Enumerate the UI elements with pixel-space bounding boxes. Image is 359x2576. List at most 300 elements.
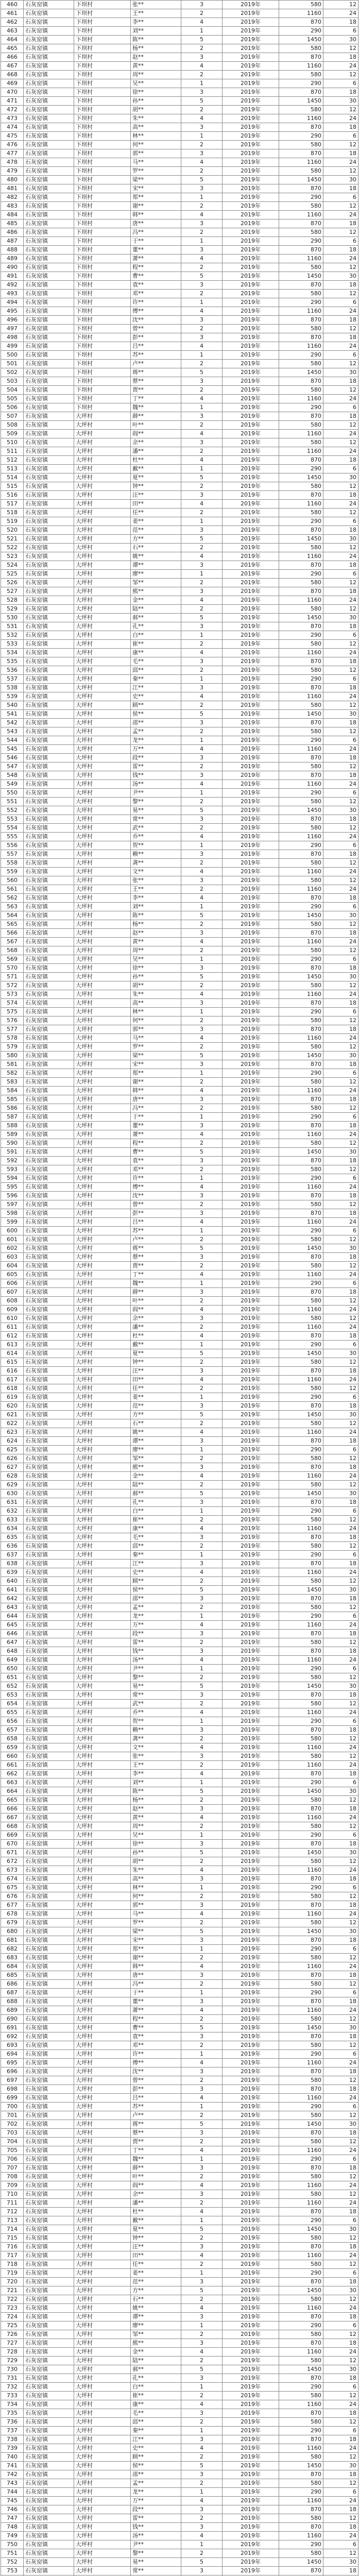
name-cell: 萧** [131, 255, 181, 263]
village-cell: 大坪村 [74, 412, 131, 421]
total-cell: 24 [323, 1708, 358, 1717]
table-row [1, 1533, 358, 1542]
amount-cell: 1160 [279, 596, 323, 605]
count-cell: 1 [181, 2427, 223, 2435]
name-cell: 陈** [131, 911, 181, 920]
town-cell: 石灰窑镇 [24, 2155, 74, 2164]
town-cell: 石灰窑镇 [24, 2181, 74, 2190]
table-row [1, 1796, 358, 1805]
table-row [1, 1008, 358, 1016]
count-cell: 4 [181, 1568, 223, 1577]
total-cell: 12 [323, 876, 358, 885]
row-number: 751 [1, 2549, 24, 2558]
row-number: 572 [1, 981, 24, 990]
name-cell: 孙** [131, 97, 181, 106]
row-number: 716 [1, 2243, 24, 2251]
row-number: 641 [1, 1586, 24, 1595]
table-row [1, 1542, 358, 1551]
total-cell: 24 [323, 2146, 358, 2155]
amount-cell: 580 [279, 438, 323, 447]
year-cell: 2019年 [223, 736, 279, 745]
village-cell: 大坪村 [74, 990, 131, 999]
row-number: 667 [1, 1814, 24, 1822]
village-cell: 大坪村 [74, 2470, 131, 2479]
row-number: 703 [1, 2129, 24, 2138]
year-cell: 2019年 [223, 2321, 279, 2330]
village-cell: 大坪村 [74, 1910, 131, 1919]
town-cell: 石灰窑镇 [24, 2558, 74, 2567]
town-cell: 石灰窑镇 [24, 2505, 74, 2514]
town-cell: 石灰窑镇 [24, 465, 74, 473]
village-cell: 大坪村 [74, 710, 131, 719]
name-cell: 段** [131, 2505, 181, 2514]
year-cell: 2019年 [223, 1726, 279, 1735]
total-cell: 18 [323, 2085, 358, 2094]
name-cell: 丁** [131, 395, 181, 403]
year-cell: 2019年 [223, 1095, 279, 1104]
table-row [1, 1761, 358, 1770]
town-cell: 石灰窑镇 [24, 552, 74, 561]
village-cell: 大坪村 [74, 2269, 131, 2278]
name-cell: 黄** [131, 938, 181, 946]
village-cell: 下坝村 [74, 333, 131, 342]
town-cell: 石灰窑镇 [24, 1980, 74, 1989]
town-cell: 石灰窑镇 [24, 1778, 74, 1787]
row-number: 517 [1, 500, 24, 509]
row-number: 651 [1, 1673, 24, 1682]
table-row [1, 1270, 358, 1279]
name-cell: 夏** [131, 2225, 181, 2234]
amount-cell: 1160 [279, 1323, 323, 1332]
count-cell: 2 [181, 824, 223, 833]
total-cell: 30 [323, 2558, 358, 2567]
village-cell: 下坝村 [74, 237, 131, 246]
town-cell: 石灰窑镇 [24, 2497, 74, 2505]
name-cell: 韩** [131, 1962, 181, 1971]
row-number: 661 [1, 1761, 24, 1770]
table-row [1, 351, 358, 360]
name-cell: 金** [131, 1472, 181, 1481]
amount-cell: 1160 [279, 1621, 323, 1630]
year-cell: 2019年 [223, 1297, 279, 1306]
amount-cell: 1160 [279, 114, 323, 123]
table-row [1, 88, 358, 97]
name-cell: 魏** [131, 1279, 181, 1288]
name-cell: 秦** [131, 1551, 181, 1560]
table-row [1, 1498, 358, 1507]
row-number: 618 [1, 1384, 24, 1393]
total-cell: 24 [323, 1306, 358, 1314]
table-row [1, 114, 358, 123]
count-cell: 5 [181, 368, 223, 377]
table-row [1, 1437, 358, 1446]
count-cell: 2 [181, 798, 223, 806]
count-cell: 2 [181, 762, 223, 771]
amount-cell: 290 [279, 237, 323, 246]
amount-cell: 870 [279, 1463, 323, 1472]
amount-cell: 1450 [279, 2365, 323, 2374]
table-row [1, 1787, 358, 1796]
row-number: 635 [1, 1533, 24, 1542]
total-cell: 6 [323, 1778, 358, 1787]
count-cell: 4 [181, 342, 223, 351]
table-row [1, 79, 358, 88]
amount-cell: 870 [279, 1332, 323, 1341]
town-cell: 石灰窑镇 [24, 1735, 74, 1743]
amount-cell: 580 [279, 762, 323, 771]
name-cell: 蔡** [131, 2129, 181, 2138]
name-cell: 郝** [131, 614, 181, 622]
village-cell: 大坪村 [74, 1849, 131, 1857]
village-cell: 下坝村 [74, 351, 131, 360]
amount-cell: 580 [279, 1200, 323, 1209]
count-cell: 4 [181, 1866, 223, 1875]
count-cell: 3 [181, 1560, 223, 1568]
count-cell: 4 [181, 1376, 223, 1384]
amount-cell: 870 [279, 123, 323, 132]
total-cell: 12 [323, 2015, 358, 2024]
town-cell: 石灰窑镇 [24, 2427, 74, 2435]
amount-cell: 1160 [279, 2304, 323, 2313]
village-cell: 大坪村 [74, 701, 131, 710]
year-cell: 2019年 [223, 403, 279, 412]
count-cell: 1 [181, 736, 223, 745]
table-row [1, 27, 358, 36]
count-cell: 3 [181, 1095, 223, 1104]
row-number: 472 [1, 106, 24, 114]
count-cell: 2 [181, 605, 223, 614]
amount-cell: 1450 [279, 1927, 323, 1936]
village-cell: 下坝村 [74, 403, 131, 412]
name-cell: 黄** [131, 62, 181, 71]
count-cell: 3 [181, 929, 223, 938]
amount-cell: 580 [279, 798, 323, 806]
amount-cell: 1160 [279, 745, 323, 754]
year-cell: 2019年 [223, 1411, 279, 1419]
amount-cell: 580 [279, 1673, 323, 1682]
amount-cell: 580 [279, 421, 323, 430]
amount-cell: 1160 [279, 1218, 323, 1227]
year-cell: 2019年 [223, 771, 279, 780]
year-cell: 2019年 [223, 675, 279, 684]
table-row [1, 841, 358, 850]
village-cell: 大坪村 [74, 1402, 131, 1411]
table-row [1, 1524, 358, 1533]
town-cell: 石灰窑镇 [24, 1954, 74, 1962]
amount-cell: 1160 [279, 1743, 323, 1752]
total-cell: 18 [323, 281, 358, 290]
year-cell: 2019年 [223, 2295, 279, 2304]
table-row [1, 219, 358, 228]
town-cell: 石灰窑镇 [24, 1507, 74, 1516]
village-cell: 下坝村 [74, 1, 131, 9]
table-row [1, 1638, 358, 1647]
town-cell: 石灰窑镇 [24, 316, 74, 325]
town-cell: 石灰窑镇 [24, 990, 74, 999]
village-cell: 大坪村 [74, 2015, 131, 2024]
name-cell: 李** [131, 18, 181, 27]
town-cell: 石灰窑镇 [24, 1770, 74, 1778]
town-cell: 石灰窑镇 [24, 1253, 74, 1262]
count-cell: 2 [181, 1139, 223, 1148]
total-cell: 18 [323, 184, 358, 193]
table-row [1, 2532, 358, 2540]
name-cell: 韩** [131, 211, 181, 219]
count-cell: 2 [181, 1603, 223, 1612]
table-row [1, 745, 358, 754]
year-cell: 2019年 [223, 2435, 279, 2444]
name-cell: 杨** [131, 44, 181, 53]
village-cell: 大坪村 [74, 2286, 131, 2295]
town-cell: 石灰窑镇 [24, 544, 74, 552]
row-number: 511 [1, 447, 24, 456]
count-cell: 2 [181, 2479, 223, 2488]
village-cell: 大坪村 [74, 2234, 131, 2243]
count-cell: 3 [181, 2129, 223, 2138]
village-cell: 大坪村 [74, 579, 131, 587]
total-cell: 30 [323, 176, 358, 184]
town-cell: 石灰窑镇 [24, 1691, 74, 1700]
table-row [1, 1174, 358, 1183]
row-number: 700 [1, 2103, 24, 2111]
total-cell: 6 [323, 1446, 358, 1454]
total-cell: 12 [323, 2514, 358, 2523]
amount-cell: 580 [279, 640, 323, 649]
name-cell: 王** [131, 1761, 181, 1770]
total-cell: 12 [323, 325, 358, 333]
name-cell: 薛** [131, 412, 181, 421]
row-number: 743 [1, 2479, 24, 2488]
row-number: 507 [1, 412, 24, 421]
row-number: 626 [1, 1454, 24, 1463]
total-cell: 24 [323, 2444, 358, 2453]
table-row [1, 1700, 358, 1708]
village-cell: 大坪村 [74, 692, 131, 701]
row-number: 547 [1, 762, 24, 771]
name-cell: 董** [131, 1997, 181, 2006]
total-cell: 12 [323, 1262, 358, 1270]
amount-cell: 1450 [279, 1349, 323, 1358]
year-cell: 2019年 [223, 1498, 279, 1507]
count-cell: 4 [181, 1087, 223, 1095]
amount-cell: 870 [279, 2032, 323, 2041]
count-cell: 3 [181, 491, 223, 500]
village-cell: 大坪村 [74, 1288, 131, 1297]
total-cell: 12 [323, 1078, 358, 1087]
village-cell: 大坪村 [74, 2251, 131, 2260]
total-cell: 24 [323, 1428, 358, 1437]
row-number: 753 [1, 2567, 24, 2575]
amount-cell: 290 [279, 351, 323, 360]
town-cell: 石灰窑镇 [24, 228, 74, 237]
name-cell: 萧** [131, 1130, 181, 1139]
village-cell: 大坪村 [74, 1349, 131, 1358]
table-row [1, 2400, 358, 2409]
total-cell: 12 [323, 228, 358, 237]
village-cell: 大坪村 [74, 1857, 131, 1866]
village-cell: 大坪村 [74, 1778, 131, 1787]
row-number: 541 [1, 710, 24, 719]
table-row [1, 2348, 358, 2357]
name-cell: 萧** [131, 2006, 181, 2015]
total-cell: 18 [323, 219, 358, 228]
village-cell: 大坪村 [74, 736, 131, 745]
year-cell: 2019年 [223, 2392, 279, 2400]
year-cell: 2019年 [223, 1796, 279, 1805]
amount-cell: 580 [279, 1454, 323, 1463]
town-cell: 石灰窑镇 [24, 360, 74, 368]
town-cell: 石灰窑镇 [24, 1113, 74, 1122]
year-cell: 2019年 [223, 1840, 279, 1849]
year-cell: 2019年 [223, 885, 279, 894]
village-cell: 大坪村 [74, 2418, 131, 2427]
village-cell: 大坪村 [74, 929, 131, 938]
total-cell: 30 [323, 36, 358, 44]
town-cell: 石灰窑镇 [24, 1603, 74, 1612]
year-cell: 2019年 [223, 1516, 279, 1524]
total-cell: 12 [323, 386, 358, 395]
year-cell: 2019年 [223, 2330, 279, 2339]
row-number: 738 [1, 2435, 24, 2444]
village-cell: 下坝村 [74, 316, 131, 325]
year-cell: 2019年 [223, 1402, 279, 1411]
name-cell: 胡** [131, 981, 181, 990]
row-number: 569 [1, 955, 24, 964]
year-cell: 2019年 [223, 754, 279, 762]
amount-cell: 580 [279, 2514, 323, 2523]
total-cell: 30 [323, 1586, 358, 1595]
total-cell: 12 [323, 579, 358, 587]
name-cell: 崔** [131, 640, 181, 649]
count-cell: 5 [181, 1244, 223, 1253]
amount-cell: 580 [279, 1139, 323, 1148]
row-number: 752 [1, 2558, 24, 2567]
village-cell: 下坝村 [74, 79, 131, 88]
name-cell: 尹** [131, 2540, 181, 2549]
town-cell: 石灰窑镇 [24, 184, 74, 193]
town-cell: 石灰窑镇 [24, 780, 74, 789]
town-cell: 石灰窑镇 [24, 219, 74, 228]
year-cell: 2019年 [223, 1008, 279, 1016]
town-cell: 石灰窑镇 [24, 1831, 74, 1840]
village-cell: 大坪村 [74, 1008, 131, 1016]
village-cell: 大坪村 [74, 2173, 131, 2181]
amount-cell: 870 [279, 316, 323, 325]
count-cell: 4 [181, 456, 223, 465]
amount-cell: 290 [279, 1174, 323, 1183]
year-cell: 2019年 [223, 552, 279, 561]
amount-cell: 580 [279, 2453, 323, 2462]
village-cell: 大坪村 [74, 1568, 131, 1577]
total-cell: 24 [323, 342, 358, 351]
year-cell: 2019年 [223, 1183, 279, 1192]
total-cell: 12 [323, 1954, 358, 1962]
row-number: 702 [1, 2120, 24, 2129]
name-cell: 郝** [131, 2365, 181, 2374]
row-number: 630 [1, 1489, 24, 1498]
name-cell: 刘** [131, 903, 181, 911]
name-cell: 钟** [131, 2234, 181, 2243]
table-row [1, 2216, 358, 2225]
row-number: 560 [1, 876, 24, 885]
count-cell: 3 [181, 815, 223, 824]
count-cell: 3 [181, 2085, 223, 2094]
row-number: 698 [1, 2085, 24, 2094]
table-row [1, 1052, 358, 1060]
count-cell: 2 [181, 640, 223, 649]
name-cell: 蔡** [131, 1253, 181, 1262]
total-cell: 12 [323, 798, 358, 806]
year-cell: 2019年 [223, 2532, 279, 2540]
total-cell: 6 [323, 2050, 358, 2059]
total-cell: 24 [323, 2059, 358, 2067]
total-cell: 6 [323, 789, 358, 798]
year-cell: 2019年 [223, 2216, 279, 2225]
total-cell: 18 [323, 1095, 358, 1104]
village-cell: 大坪村 [74, 456, 131, 465]
table-row [1, 2120, 358, 2129]
year-cell: 2019年 [223, 605, 279, 614]
count-cell: 4 [181, 2006, 223, 2015]
town-cell: 石灰窑镇 [24, 2286, 74, 2295]
table-row [1, 798, 358, 806]
village-cell: 下坝村 [74, 325, 131, 333]
amount-cell: 290 [279, 2427, 323, 2435]
count-cell: 5 [181, 2558, 223, 2567]
village-cell: 大坪村 [74, 2532, 131, 2540]
village-cell: 大坪村 [74, 2427, 131, 2435]
row-number: 600 [1, 1227, 24, 1235]
name-cell: 乔** [131, 833, 181, 841]
table-row [1, 2006, 358, 2015]
count-cell: 4 [181, 255, 223, 263]
year-cell: 2019年 [223, 1857, 279, 1866]
name-cell: 罗** [131, 1919, 181, 1927]
village-cell: 大坪村 [74, 1165, 131, 1174]
table-row [1, 184, 358, 193]
count-cell: 4 [181, 2348, 223, 2357]
table-row [1, 2103, 358, 2111]
row-number: 638 [1, 1560, 24, 1568]
table-row [1, 1253, 358, 1262]
total-cell: 18 [323, 2164, 358, 2173]
name-cell: 马** [131, 1034, 181, 1043]
town-cell: 石灰窑镇 [24, 649, 74, 657]
year-cell: 2019年 [223, 1875, 279, 1884]
count-cell: 5 [181, 2225, 223, 2234]
total-cell: 12 [323, 421, 358, 430]
row-number: 530 [1, 614, 24, 622]
town-cell: 石灰窑镇 [24, 2032, 74, 2041]
total-cell: 18 [323, 1192, 358, 1200]
year-cell: 2019年 [223, 1542, 279, 1551]
table-row [1, 938, 358, 946]
year-cell: 2019年 [223, 2488, 279, 2497]
town-cell: 石灰窑镇 [24, 1341, 74, 1349]
year-cell: 2019年 [223, 517, 279, 526]
name-cell: 贺** [131, 1717, 181, 1726]
name-cell: 曾** [131, 325, 181, 333]
name-cell: 彭** [131, 2085, 181, 2094]
amount-cell: 870 [279, 88, 323, 97]
village-cell: 大坪村 [74, 1454, 131, 1463]
table-row [1, 1419, 358, 1428]
village-cell: 大坪村 [74, 1621, 131, 1630]
row-number: 669 [1, 1831, 24, 1840]
village-cell: 大坪村 [74, 438, 131, 447]
total-cell: 6 [323, 1717, 358, 1726]
town-cell: 石灰窑镇 [24, 1989, 74, 1997]
